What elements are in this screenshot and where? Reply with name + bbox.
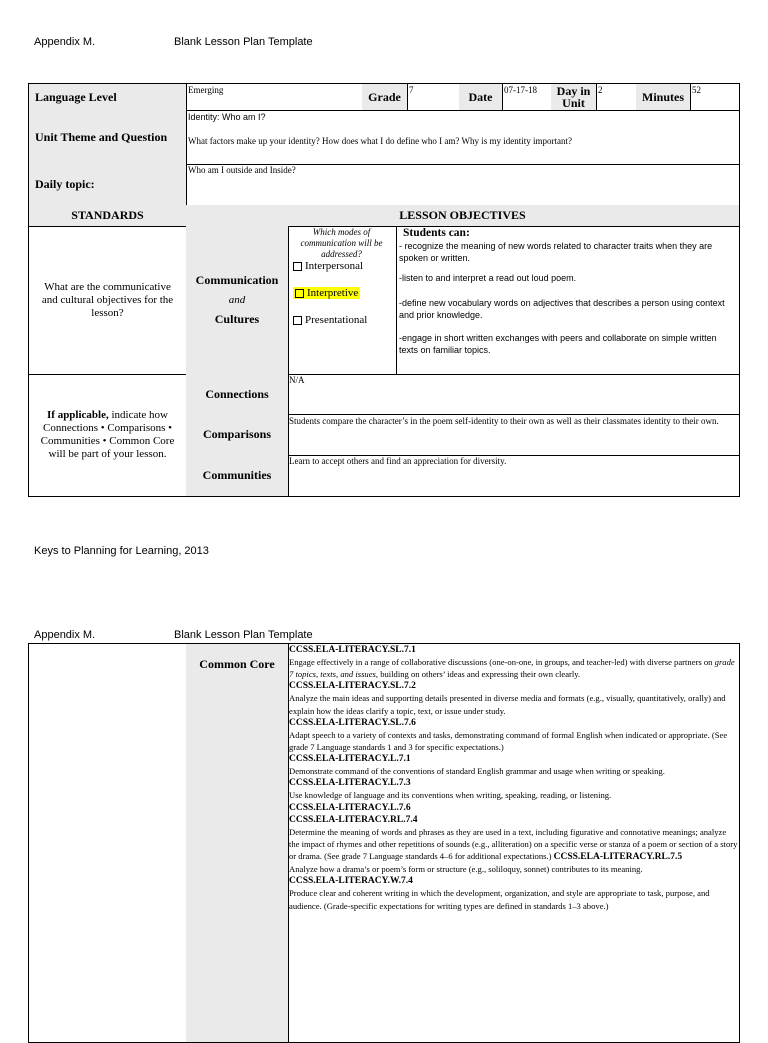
standard-text: Determine the meaning of words and phrases as they are used in a text, including figurative and connotative meanings; analyze the impact of rhymes and other repetitions of sounds (e.g., alliteration) on a specific verse or stanza of a poem or section of a story or drama. (See grade 7 Language standards 4–6 for additional expectations.) CCSS.ELA-LITERACY.RL.7.5 [289,826,738,863]
connections-value: N/A [288,374,740,415]
standards-list [289,644,738,912]
objective-item: -listen to and interpret a read out loud poem. [399,273,577,283]
grade-label: Grade [362,83,408,111]
checkbox-icon[interactable] [293,316,302,325]
standard-code: CCSS.ELA-LITERACY.SL.7.1 [289,645,416,655]
common-core-label: Common Core [199,657,275,671]
daily-topic-label: Daily topic: [28,164,187,206]
standard-text: Adapt speech to a variety of contexts and tasks, demonstrating command of formal English when indicated or appropriate. (See grade 7 Language standards 1 and 3 for specific expectations.) [289,729,728,753]
interpretive-highlight: Interpretive [293,287,360,299]
objective-item: - recognize the meaning of new words related to character traits when they are spoken or written. [399,241,713,263]
footer-credit: Keys to Planning for Learning, 2013 [34,545,209,557]
lesson-objectives-header: LESSON OBJECTIVES [186,205,740,227]
daily-topic-value: Who am I outside and Inside? [186,164,740,206]
checkbox-icon[interactable] [293,262,302,271]
template-title: Blank Lesson Plan Template [174,629,313,641]
standard-text: Produce clear and coherent writing in which the development, organization, and style are appropriate to task, purpose, and audience. (Grade-specific expectations for writing types are defined in standards 1–3 above.) [289,888,710,911]
objective-item: -define new vocabulary words on adjectives that describes a person using context and prior knowledge. [399,298,725,320]
unit-theme-question: What factors make up your identity? How does what I do define who I am? Why is my identity important? [188,136,572,146]
applicable-bold: If applicable, [47,409,109,421]
standard-code: CCSS.ELA-LITERACY.L.7.6 [289,802,411,813]
minutes-value: 52 [690,83,740,111]
standard-code: CCSS.ELA-LITERACY.RL.7.4 [289,814,418,825]
comparisons-label: Comparisons [186,414,289,456]
page2-left-cell [28,643,187,1043]
standard-text: Analyze how a drama’s or poem’s form or structure (e.g., soliloquy, sonnet) contributes to its meaning. [289,864,643,875]
unit-theme-label: Unit Theme and Question [28,110,187,165]
date-value: 07-17-18 [502,83,552,111]
comparisons-value: Students compare the character’s in the poem self-identity to their own as well as their classmates identity to their own. [288,414,740,456]
standard-text: Demonstrate command of the conventions of standard English grammar and usage when writing or speaking. [289,766,665,777]
cultures-label: Cultures [214,312,260,326]
page1-header [34,36,313,48]
communication-cultures-label [186,226,289,375]
standard-code: CCSS.ELA-LITERACY.RL.7.5 [553,852,683,863]
standard-text: Use knowledge of language and its conventions when writing, speaking, reading, or listening. [289,790,612,801]
language-level-label: Language Level [28,83,187,111]
minutes-label: Minutes [636,83,691,111]
common-core-standards [288,643,740,1043]
standard-code: CCSS.ELA-LITERACY.SL.7.6 [289,717,416,728]
appendix-label: Appendix M. [34,629,96,641]
applicable-note [28,374,187,497]
connections-label: Connections [186,374,289,415]
communities-label: Communities [186,455,289,497]
modes-question: Which modes of communication will be addressed? [300,227,383,259]
language-level-value: Emerging [186,83,363,111]
objective-item: -engage in short written exchanges with peers and collaborate on simple written texts on familiar topics. [399,333,717,355]
common-core-label-cell [186,643,289,1043]
mode-interpersonal[interactable]: Interpersonal [293,260,363,272]
applicable-text: indicate how Connections • Comparisons • Communities • Common Core will be part of your lesson. [40,409,175,460]
students-can-label: Students can: [403,227,470,239]
mode-presentational[interactable]: Presentational [293,314,367,326]
date-label: Date [459,83,503,111]
day-in-unit-value: 2 [596,83,637,111]
standard-code: CCSS.ELA-LITERACY.L.7.3 [289,778,411,789]
unit-theme-title: Identity: Who am I? [188,112,266,122]
unit-theme-value [186,110,740,165]
page2-header [34,629,313,641]
standard-code: CCSS.ELA-LITERACY.SL.7.2 [289,681,416,692]
standard-code: CCSS.ELA-LITERACY.L.7.1 [289,754,411,765]
objectives-cell [396,226,740,375]
communication-label: Communication [195,273,279,287]
communicative-question: What are the communicative and cultural objectives for the lesson? [28,226,187,375]
template-title: Blank Lesson Plan Template [174,36,313,48]
standard-text: Analyze the main ideas and supporting details presented in diverse media and formats (e.g., visually, quantitatively, orally) and explain how the ideas clarify a topic, text, or issue under study. [289,693,726,716]
day-in-unit-label: Day in Unit [551,83,597,111]
and-label: and [228,294,246,306]
standard-code: CCSS.ELA-LITERACY.W.7.4 [289,876,413,887]
checkbox-icon[interactable] [295,289,304,298]
mode-interpretive[interactable] [293,287,360,299]
communities-value: Learn to accept others and find an appreciation for diversity. [288,455,740,497]
grade-value: 7 [407,83,460,111]
modes-cell [288,226,397,375]
appendix-label: Appendix M. [34,36,96,48]
standard-text: Engage effectively in a range of collaborative discussions (one-on-one, in groups, and teacher-led) with diverse partners on grade 7 topics, texts, and issues, building on others’ ideas and expressing their own clearly. [289,657,735,680]
standards-header: STANDARDS [28,205,187,227]
